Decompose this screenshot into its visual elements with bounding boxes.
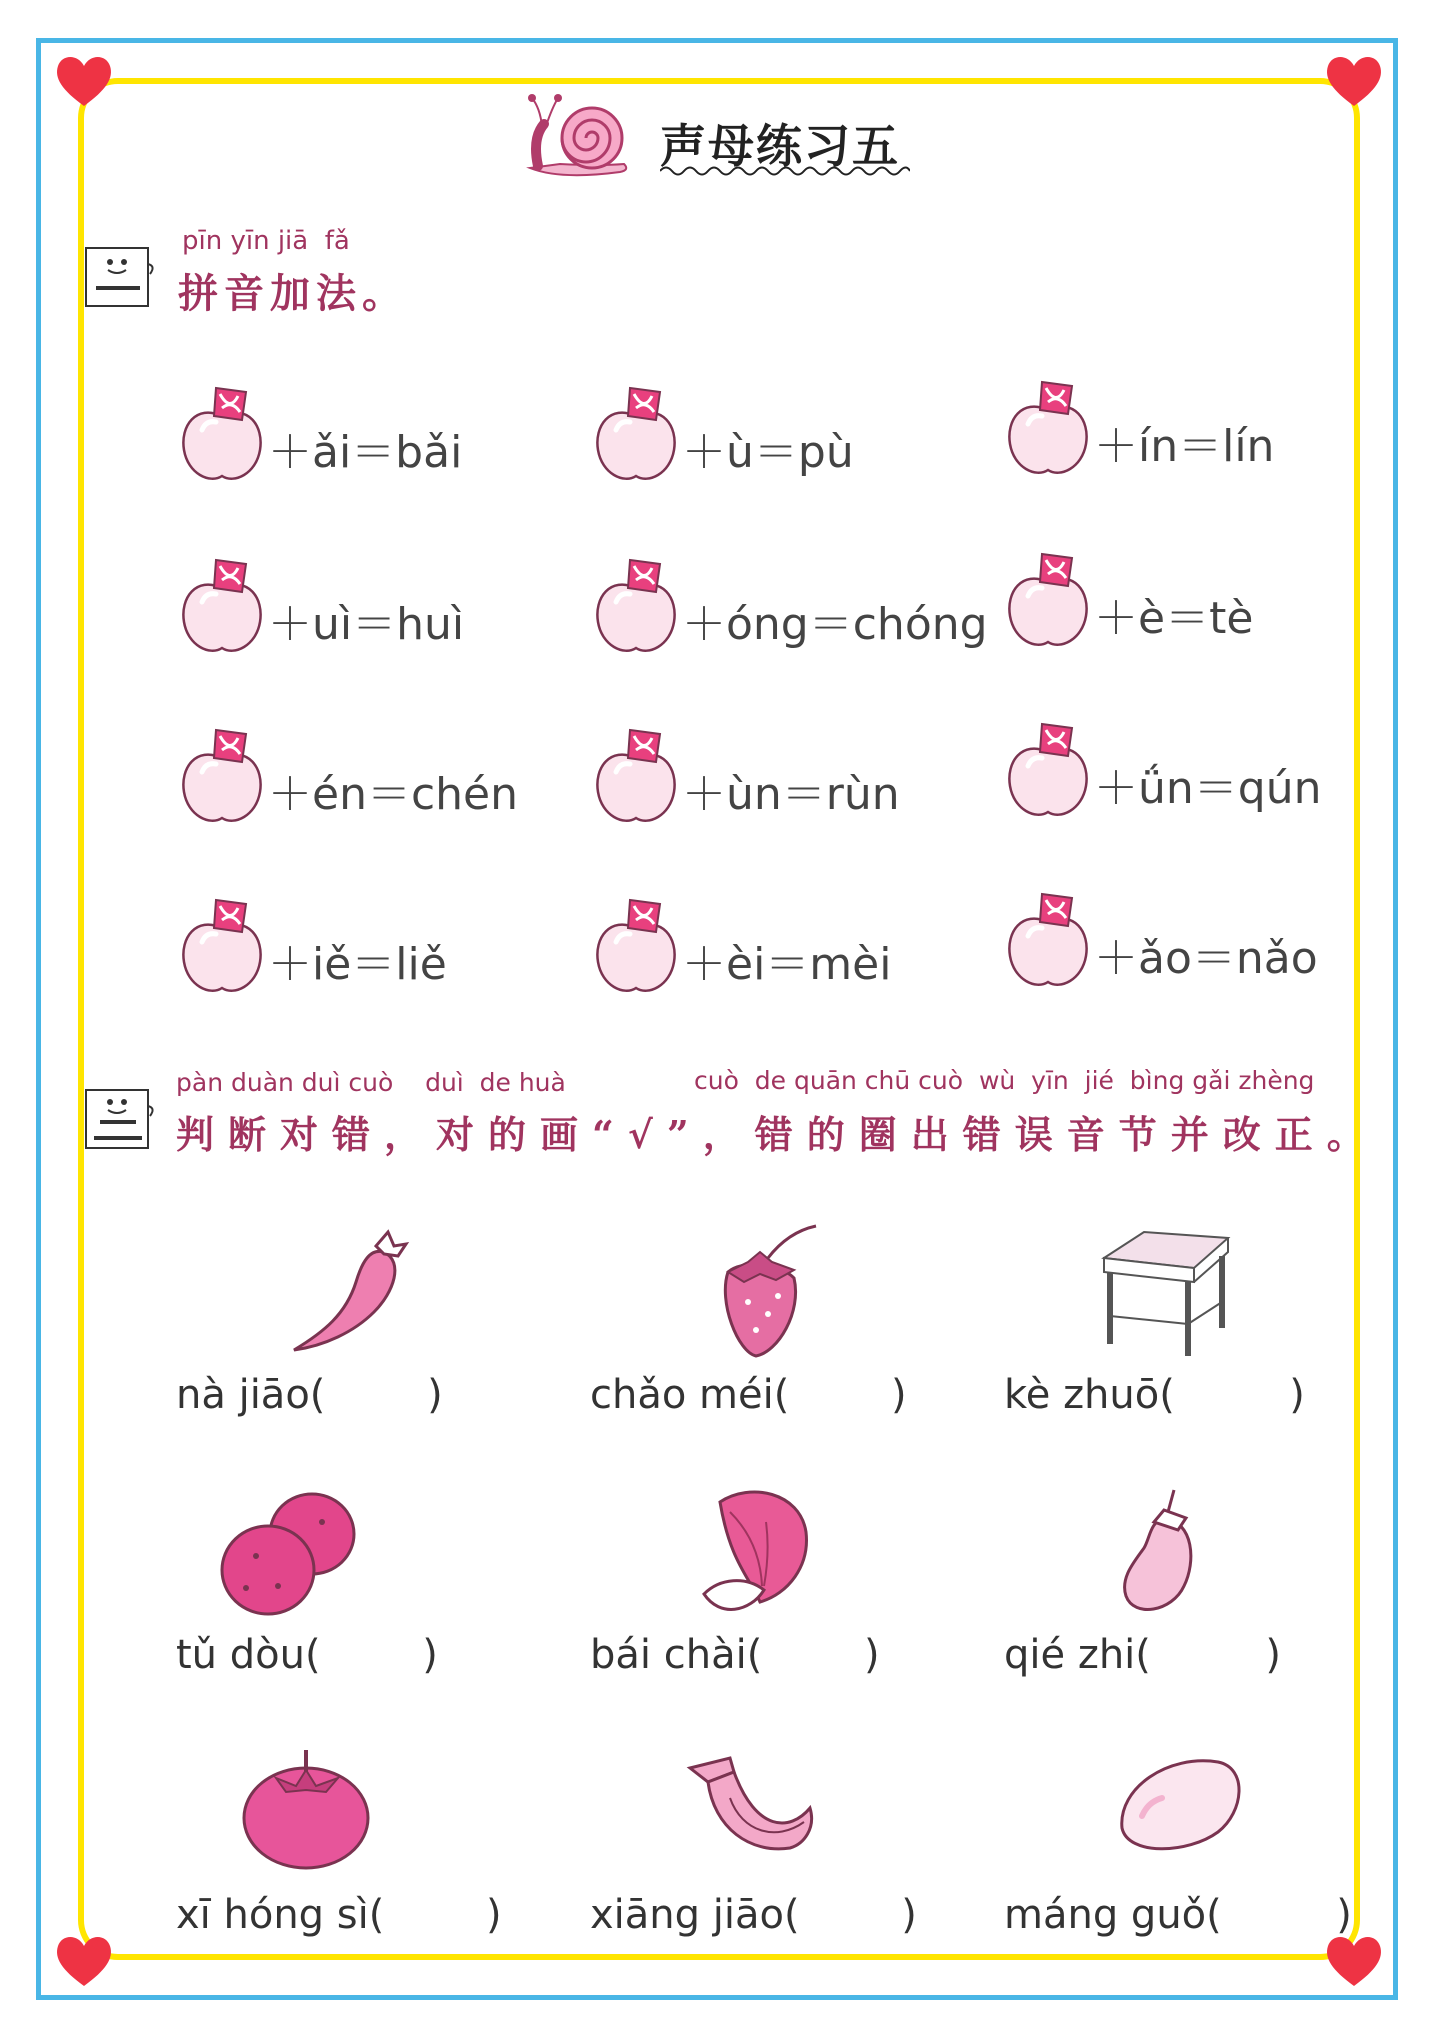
picture-item bbox=[1004, 1222, 1384, 1442]
picture-item bbox=[1004, 1482, 1384, 1702]
picture-label: tǔ dòu( ) bbox=[176, 1632, 438, 1678]
banana-icon bbox=[680, 1738, 820, 1878]
picture-item bbox=[176, 1222, 556, 1442]
equation-text: ＋ǎi＝bǎi bbox=[268, 427, 463, 478]
apple-icon bbox=[1002, 552, 1094, 652]
apple-icon bbox=[1002, 892, 1094, 992]
equation-text: ＋én＝chén bbox=[268, 769, 518, 820]
apple-icon bbox=[176, 898, 268, 998]
equation-item bbox=[590, 898, 990, 998]
picture-item bbox=[176, 1482, 556, 1702]
apple-icon bbox=[176, 558, 268, 658]
equation-text: ＋óng＝chóng bbox=[682, 599, 988, 650]
equation-item bbox=[590, 386, 990, 486]
equation-text: ＋iě＝liě bbox=[268, 939, 447, 990]
equation-text: ＋è＝tè bbox=[1094, 593, 1254, 644]
section2-pinyin-left: pàn duàn duì cuò duì de huà bbox=[176, 1068, 566, 1097]
equation-item bbox=[176, 728, 576, 828]
heart-icon bbox=[1322, 50, 1386, 110]
page-header bbox=[520, 88, 920, 184]
picture-label: nà jiāo( ) bbox=[176, 1372, 443, 1418]
equation-item bbox=[1002, 552, 1402, 652]
equation-text: ＋ùn＝rùn bbox=[682, 769, 900, 820]
eggplant-icon bbox=[1094, 1482, 1234, 1622]
equation-item bbox=[176, 898, 576, 998]
picture-item bbox=[590, 1222, 970, 1442]
strawberry-icon bbox=[698, 1222, 838, 1362]
section-badge bbox=[82, 1082, 156, 1154]
apple-icon bbox=[1002, 380, 1094, 480]
chili-pepper-icon bbox=[284, 1222, 424, 1362]
equation-text: ＋ín＝lín bbox=[1094, 421, 1275, 472]
picture-label: qié zhi( ) bbox=[1004, 1632, 1281, 1678]
equation-text: ＋ù＝pù bbox=[682, 427, 854, 478]
apple-icon bbox=[1002, 722, 1094, 822]
picture-label: xiāng jiāo( ) bbox=[590, 1892, 917, 1938]
table-icon bbox=[1094, 1218, 1234, 1358]
potato-icon bbox=[216, 1482, 356, 1622]
title-underline bbox=[660, 164, 910, 178]
section1-title: 拼音加法。 bbox=[178, 270, 408, 317]
equation-item bbox=[590, 728, 990, 828]
picture-item bbox=[1004, 1742, 1384, 1962]
picture-label: bái chài( ) bbox=[590, 1632, 880, 1678]
equation-item bbox=[1002, 380, 1402, 480]
cabbage-icon bbox=[690, 1482, 830, 1622]
apple-icon bbox=[590, 728, 682, 828]
apple-icon bbox=[590, 558, 682, 658]
picture-label: máng guǒ( ) bbox=[1004, 1892, 1352, 1938]
picture-item bbox=[590, 1482, 970, 1702]
equation-item bbox=[590, 558, 990, 658]
picture-label: kè zhuō( ) bbox=[1004, 1372, 1305, 1418]
apple-icon bbox=[590, 898, 682, 998]
picture-label: chǎo méi( ) bbox=[590, 1372, 907, 1418]
equation-text: ＋uì＝huì bbox=[268, 599, 465, 650]
section-badge bbox=[82, 240, 156, 312]
picture-item bbox=[590, 1742, 970, 1962]
equation-item bbox=[176, 558, 576, 658]
apple-icon bbox=[176, 728, 268, 828]
mango-icon bbox=[1108, 1732, 1248, 1872]
equation-item bbox=[176, 386, 576, 486]
equation-item bbox=[1002, 722, 1402, 822]
section2-pinyin-right: cuò de quān chū cuò wù yīn jié bìng gǎi zhèng bbox=[694, 1066, 1315, 1095]
section1-pinyin: pīn yīn jiā fǎ bbox=[182, 226, 350, 256]
equation-text: ＋èi＝mèi bbox=[682, 939, 892, 990]
equation-text: ＋ǘn＝qún bbox=[1094, 763, 1322, 814]
apple-icon bbox=[590, 386, 682, 486]
section2-title: 判断对错，对的画“√”，错的圈出错误音节并改正。 bbox=[176, 1112, 1379, 1157]
apple-icon bbox=[176, 386, 268, 486]
page-title: 声母练习五 bbox=[660, 119, 900, 173]
heart-icon bbox=[52, 50, 116, 110]
tomato-icon bbox=[236, 1734, 376, 1874]
snail-icon bbox=[520, 88, 640, 184]
equation-item bbox=[1002, 892, 1402, 992]
picture-item bbox=[176, 1742, 556, 1962]
equation-text: ＋ǎo＝nǎo bbox=[1094, 933, 1318, 984]
picture-label: xī hóng sì( ) bbox=[176, 1892, 502, 1938]
heart-icon bbox=[52, 1930, 116, 1990]
